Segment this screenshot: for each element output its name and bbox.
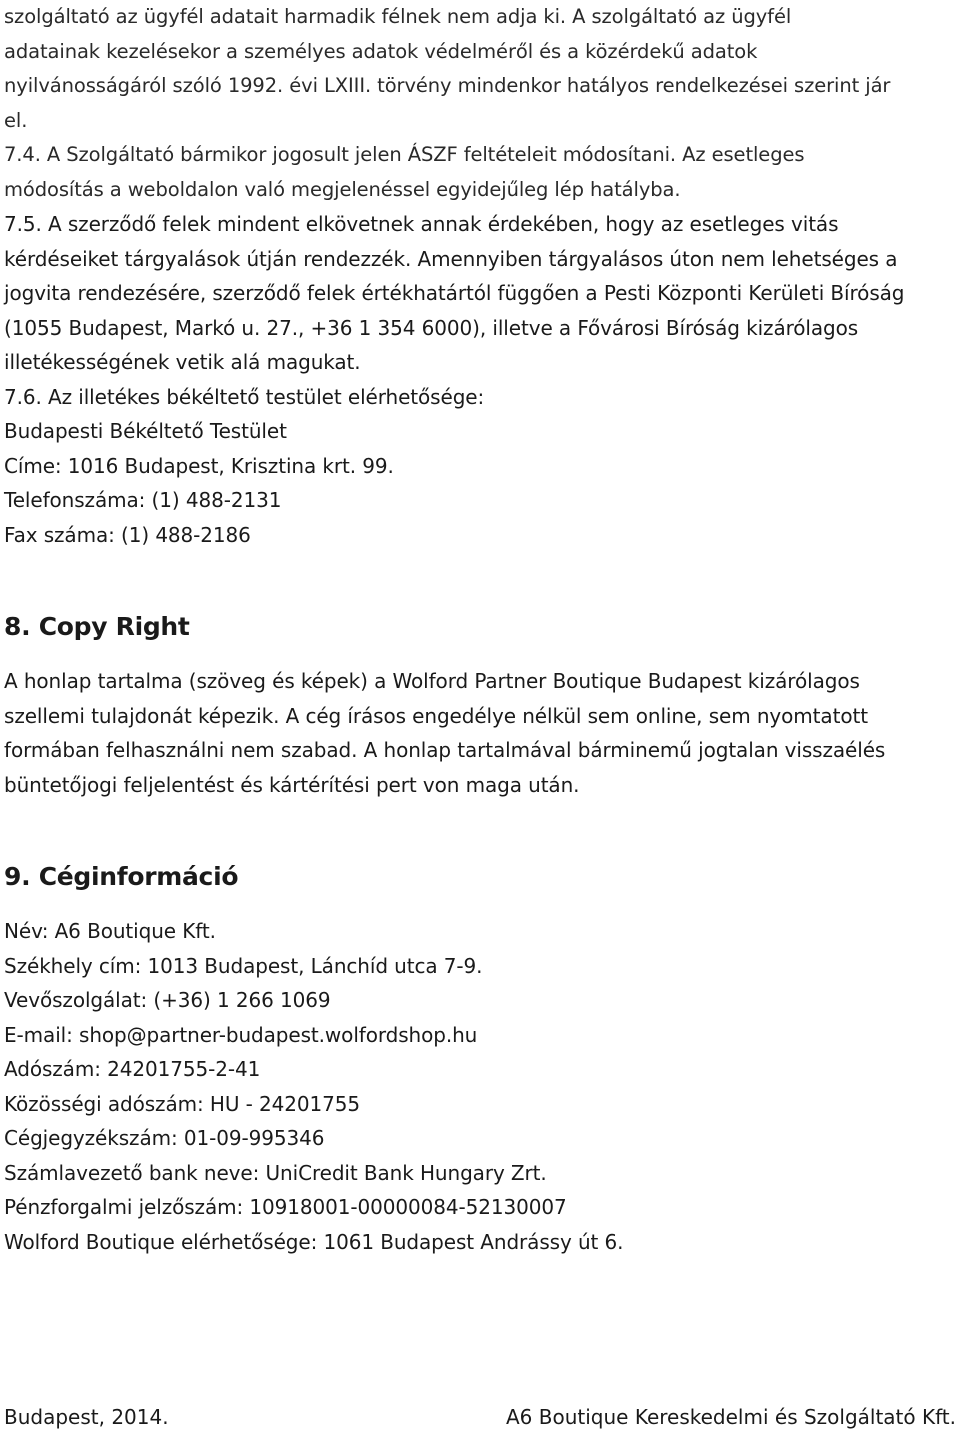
company-email: E-mail: shop@partner-budapest.wolfordshop.hu bbox=[4, 1022, 478, 1047]
paragraph-line: 7.4. A Szolgáltató bármikor jogosult jelen ÁSZF feltételeit módosítani. Az esetleges bbox=[4, 143, 805, 166]
company-registration-number: Cégjegyzékszám: 01-09-995346 bbox=[4, 1126, 325, 1150]
section-8-heading: 8. Copy Right bbox=[4, 612, 190, 641]
customer-service-phone: Vevőszolgálat: (+36) 1 266 1069 bbox=[4, 988, 331, 1012]
community-tax-number: Közösségi adószám: HU - 24201755 bbox=[4, 1091, 360, 1116]
footer-place-date: Budapest, 2014. bbox=[4, 1405, 169, 1429]
boutique-address: Wolford Boutique elérhetősége: 1061 Budapest Andrássy út 6. bbox=[4, 1229, 624, 1254]
paragraph-line: Címe: 1016 Budapest, Krisztina krt. 99. bbox=[4, 453, 394, 478]
company-name: Név: A6 Boutique Kft. bbox=[4, 919, 216, 943]
paragraph-line: szolgáltató az ügyfél adatait harmadik félnek nem adja ki. A szolgáltató az ügyfél bbox=[4, 5, 792, 28]
bank-account-number: Pénzforgalmi jelzőszám: 10918001-00000084-52130007 bbox=[4, 1195, 567, 1219]
section-8-text bbox=[4, 664, 956, 802]
paragraph-line: szellemi tulajdonát képezik. A cég írásos engedélye nélkül sem online, sem nyomtatott bbox=[4, 703, 868, 728]
paragraph-line: adatainak kezelésekor a személyes adatok védelméről és a közérdekű adatok bbox=[4, 39, 758, 63]
paragraph-line: formában felhasználni nem szabad. A honlap tartalmával bárminemű jogtalan visszaélés bbox=[4, 738, 886, 762]
paragraph-line: nyilvánosságáról szóló 1992. évi LXIII. törvény mindenkor hatályos rendelkezései szerint jár bbox=[4, 74, 891, 97]
section-7-text bbox=[4, 0, 956, 552]
section-9-company-info bbox=[4, 914, 956, 1259]
paragraph-line: Telefonszáma: (1) 488-2131 bbox=[4, 488, 282, 512]
footer-company-name: A6 Boutique Kereskedelmi és Szolgáltató Kft. bbox=[506, 1405, 956, 1429]
paragraph-line: büntetőjogi feljelentést és kártérítési pert von maga után. bbox=[4, 772, 580, 797]
bank-name: Számlavezető bank neve: UniCredit Bank Hungary Zrt. bbox=[4, 1160, 547, 1185]
paragraph-line: 7.6. Az illetékes békéltető testület elérhetősége: bbox=[4, 384, 485, 409]
section-9-heading: 9. Céginformáció bbox=[4, 862, 239, 891]
document-page bbox=[4, 0, 956, 1259]
company-address: Székhely cím: 1013 Budapest, Lánchíd utca 7-9. bbox=[4, 953, 483, 978]
paragraph-line: 7.5. A szerződő felek mindent elkövetnek annak érdekében, hogy az esetleges vitás bbox=[4, 212, 839, 236]
paragraph-line: el. bbox=[4, 108, 28, 132]
paragraph-line: jogvita rendezésére, szerződő felek értékhatártól függően a Pesti Központi Kerületi Bíróság bbox=[4, 281, 905, 305]
paragraph-line: A honlap tartalma (szöveg és képek) a Wolford Partner Boutique Budapest kizárólagos bbox=[4, 669, 860, 693]
paragraph-line: illetékességének vetik alá magukat. bbox=[4, 350, 361, 374]
tax-number: Adószám: 24201755-2-41 bbox=[4, 1057, 261, 1081]
document-footer bbox=[4, 1400, 956, 1434]
paragraph-line: Budapesti Békéltető Testület bbox=[4, 419, 287, 443]
paragraph-line: kérdéseiket tárgyalások útján rendezzék. Amennyiben tárgyalásos úton nem lehetséges a bbox=[4, 246, 898, 271]
paragraph-line: Fax száma: (1) 488-2186 bbox=[4, 522, 251, 547]
paragraph-line: (1055 Budapest, Markó u. 27., +36 1 354 6000), illetve a Fővárosi Bíróság kizárólagos bbox=[4, 315, 859, 340]
paragraph-line: módosítás a weboldalon való megjelenéssel egyidejűleg lép hatályba. bbox=[4, 177, 681, 201]
